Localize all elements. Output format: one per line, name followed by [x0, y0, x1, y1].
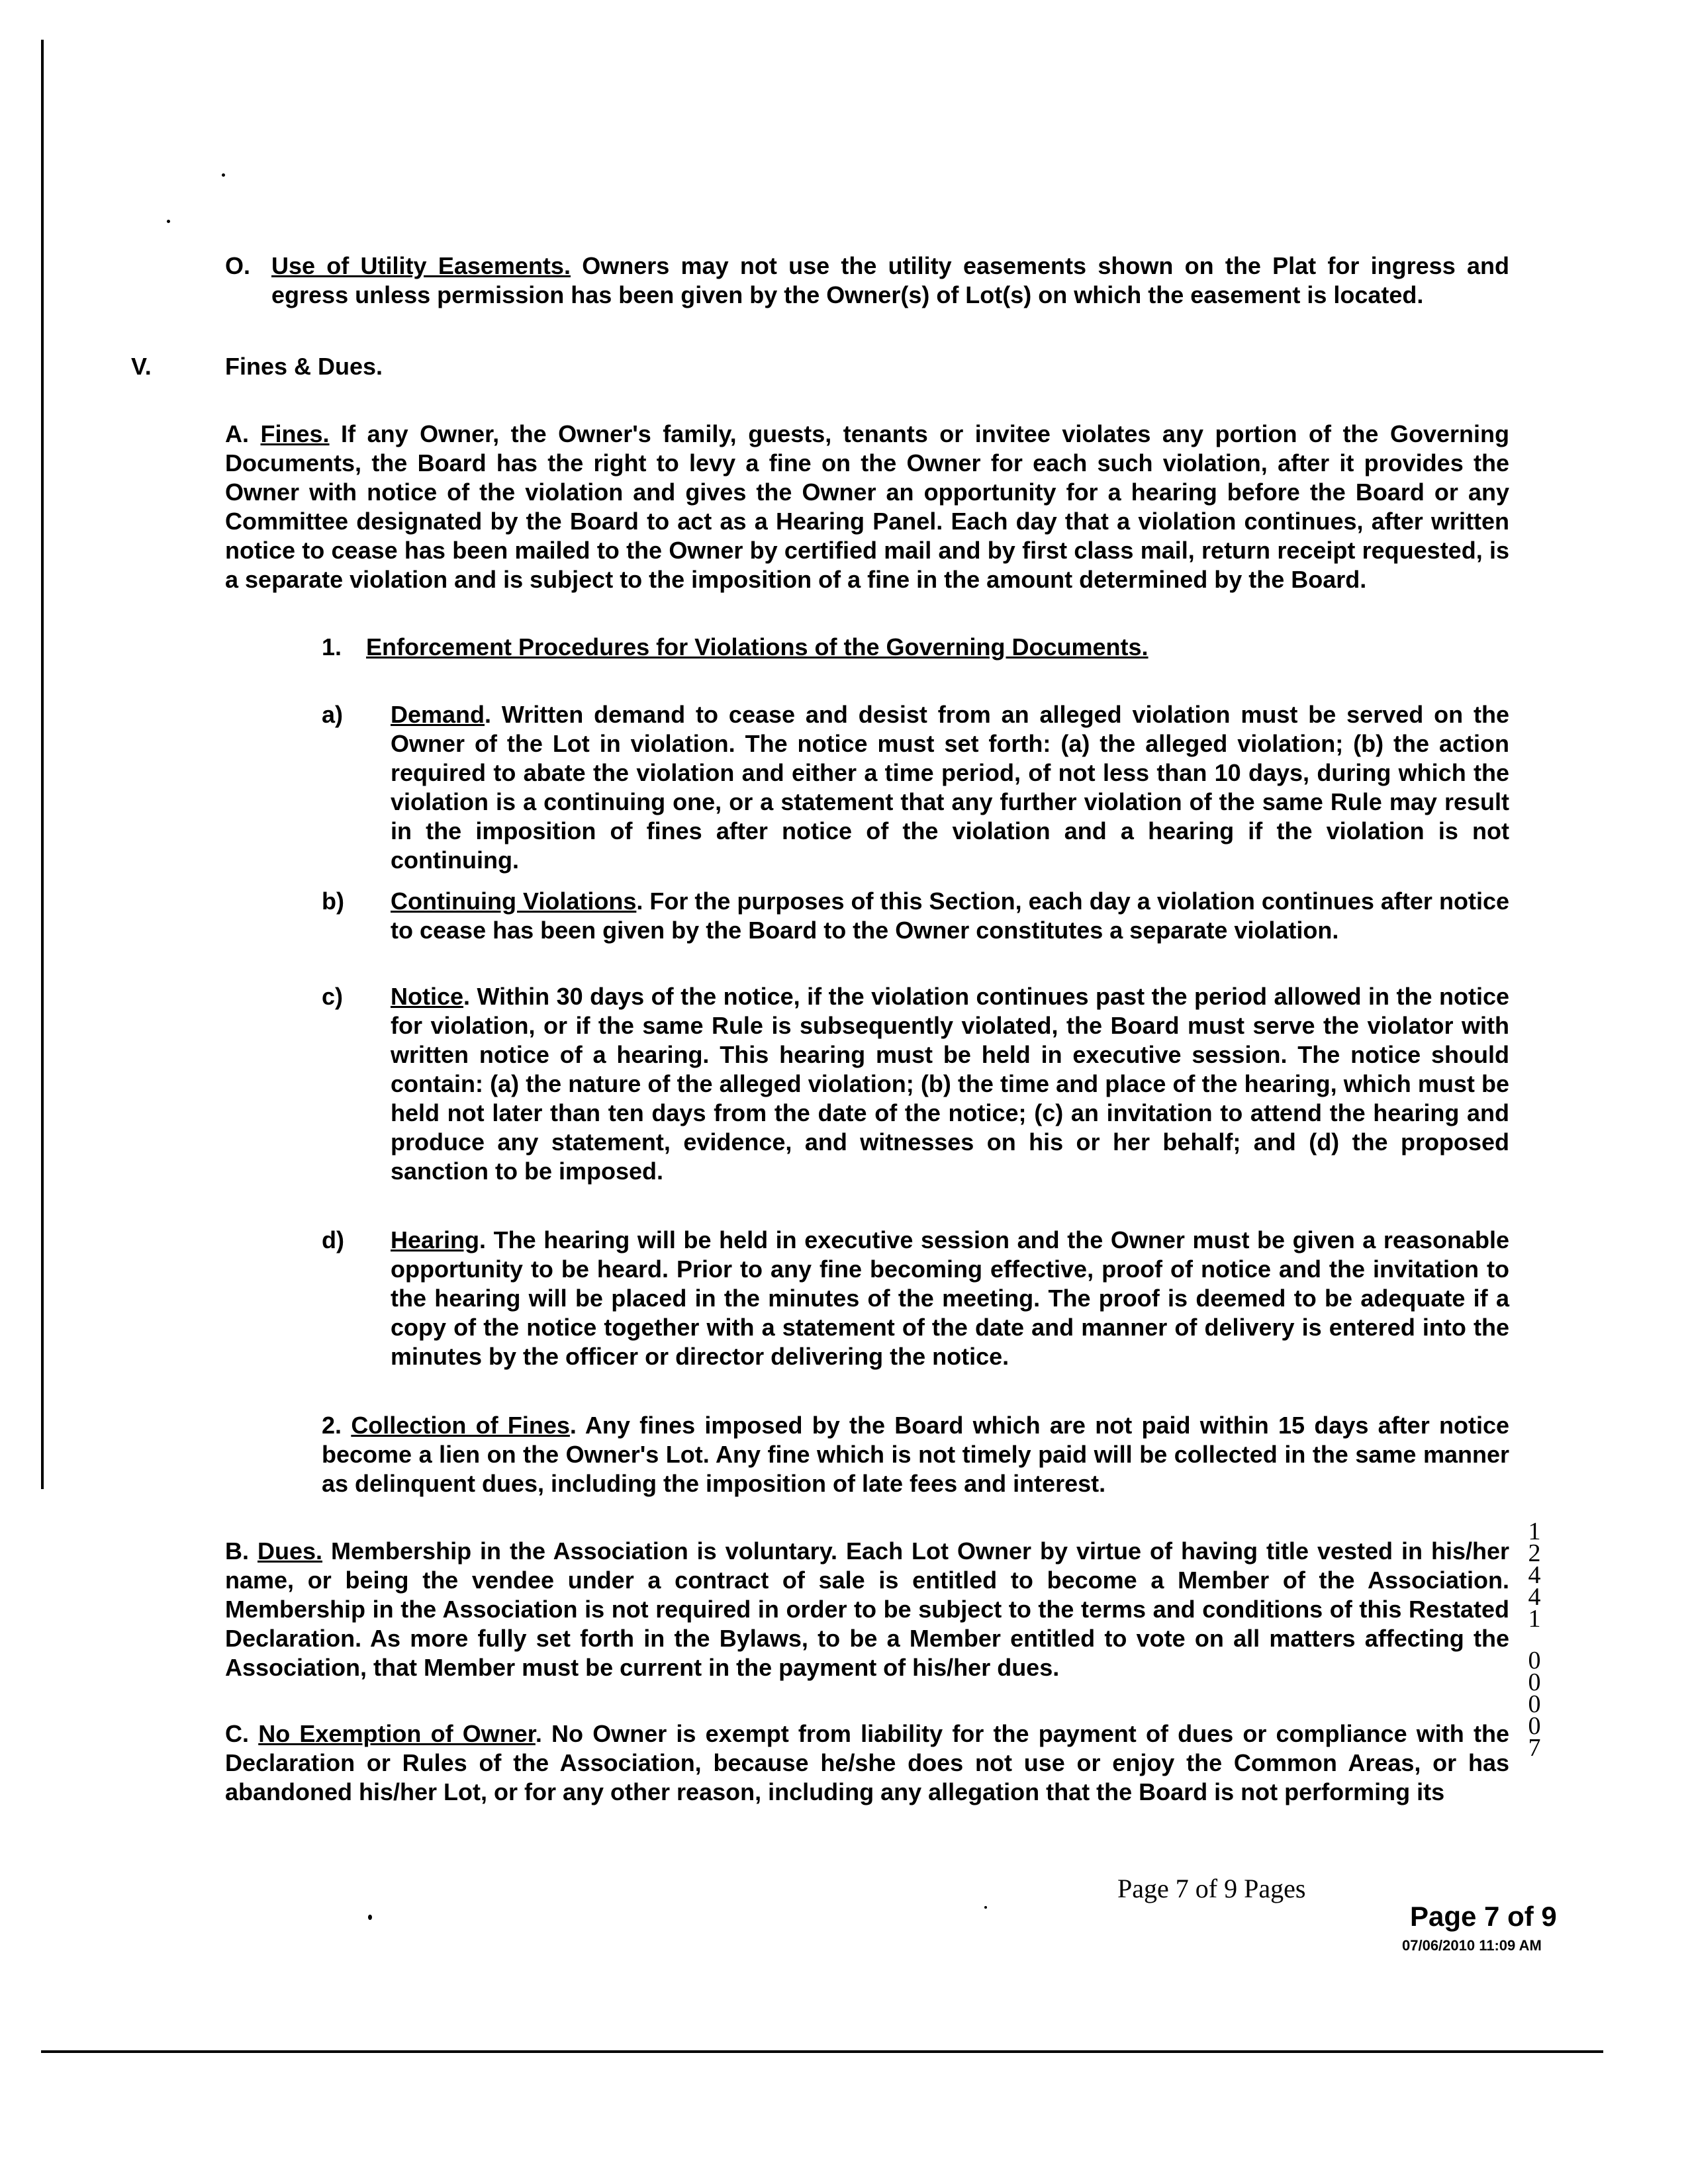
item-b-title: Continuing Violations [391, 887, 637, 915]
page-number-right: Page 7 of 9 [1410, 1901, 1557, 1932]
recording-digit: 7 [1528, 1734, 1541, 1762]
item-c-text: . Within 30 days of the notice, if the violation continues past the period allowed in the notice for violation, or if the same Rule is subsequently violated, the Board must serve the violator with written notice of a hearing. This hearing must be held in executive session. The notice should contain: (a) the nature of the alleged violation; (b) the time and place of the hearing, which must be held not later than ten days from the date of the notice; (c) an invitation to attend the hearing and produce any statement, evidence, and witnesses on his or her behalf; and (d) the proposed sanction to be imposed. [391, 983, 1509, 1185]
section-o-marker: O. [225, 252, 251, 279]
enforcement-title: Enforcement Procedures for Violations of the Governing Documents. [366, 633, 1149, 660]
item-a-title: Demand [391, 701, 485, 728]
item-d-title: Hearing [391, 1226, 480, 1253]
recording-digit: 0 [1528, 1668, 1541, 1696]
scan-speck [984, 1906, 987, 1909]
item-d-paragraph [391, 1226, 1509, 1371]
item-d-marker: d) [322, 1226, 344, 1253]
fines-title: Fines. [260, 420, 330, 447]
fines-marker: A. [225, 420, 249, 447]
item-a-marker: a) [322, 701, 344, 728]
scan-speck [222, 173, 225, 177]
dues-text: Membership in the Association is voluntary. Each Lot Owner by virtue of having title vested in his/her name, or being the vendee under a contract of sale is entitled to become a Member of the Association. Membership in the Association is not required in order to be subject to the terms and conditions of this Restated Declaration. As more fully set forth in the Bylaws, to be a Member entitled to vote on all matters affecting the Association, that Member must be current in the payment of his/her dues. [225, 1537, 1509, 1681]
item-d-text: . The hearing will be held in executive session and the Owner must be given a reasonable opportunity to be heard. Prior to any fine becoming effective, proof of notice and the invitation to the hearing will be placed in the minutes of the meeting. The proof is deemed to be adequate if a copy of the notice together with a statement of the date and manner of delivery is entered into the minutes by the officer or director delivering the notice. [391, 1226, 1509, 1370]
dues-paragraph [225, 1537, 1509, 1682]
recording-digit: 1 [1528, 1518, 1541, 1545]
left-margin-rule [41, 40, 44, 1489]
bottom-rule [41, 2050, 1603, 2053]
section-v-number: V. [131, 353, 152, 380]
scan-speck [368, 1915, 372, 1920]
item-b-text: . For the purposes of this Section, each day a violation continues after notice to cease has been given by the Board to the Owner constitutes a separate violation. [391, 887, 1509, 944]
section-o-paragraph [271, 251, 1509, 310]
item-b-marker: b) [322, 887, 344, 915]
dues-title: Dues. [257, 1537, 323, 1565]
section-o-text: Owners may not use the utility easements shown on the Plat for ingress and egress unless permission has been given by the Owner(s) of Lot(s) on which the easement is located. [271, 252, 1509, 308]
print-timestamp: 07/06/2010 11:09 AM [1402, 1937, 1542, 1954]
section-o-title: Use of Utility Easements. [271, 252, 571, 279]
enforcement-number: 1. [322, 633, 342, 660]
item-c-marker: c) [322, 983, 344, 1010]
no-exemption-text: . No Owner is exempt from liability for the payment of dues or compliance with the Declaration or Rules of the Association, because he/she does not use or enjoy the Common Areas, or has abandoned his/her Lot, or for any other reason, including any allegation that the Board is not performing its [225, 1720, 1509, 1805]
fines-text: If any Owner, the Owner's family, guests, tenants or invitee violates any portion of the Governing Documents, the Board has the right to levy a fine on the Owner for each such violation, after it provides the Owner with notice of the violation and gives the Owner an opportunity for a hearing before the Board or any Committee designated by the Board to act as a Hearing Panel. Each day that a violation continues, after written notice to cease has been mailed to the Owner by certified mail and by first class mail, return receipt requested, is a separate violation and is subject to the imposition of a fine in the amount determined by the Board. [225, 420, 1509, 593]
item-a-text: . Written demand to cease and desist from an alleged violation must be served on the Owner of the Lot in violation. The notice must set forth: (a) the alleged violation; (b) the action required to abate the violation and either a time period, of not less than 10 days, during which the violation is a continuing one, or a statement that any further violation of the same Rule may result in the imposition of fines after notice of the violation and a hearing if the violation is not continuing. [391, 701, 1509, 874]
collection-title: Collection of Fines [351, 1412, 570, 1439]
recording-number [1521, 1518, 1548, 1762]
item-c-title: Notice [391, 983, 464, 1010]
no-exemption-marker: C. [225, 1720, 249, 1747]
recording-digit: 0 [1528, 1712, 1541, 1740]
recording-digit: 2 [1528, 1539, 1541, 1567]
recording-digit: 4 [1528, 1561, 1541, 1589]
recording-digit: 0 [1528, 1647, 1541, 1674]
collection-number: 2. [322, 1412, 342, 1439]
collection-paragraph [322, 1411, 1509, 1498]
recording-digit: 0 [1528, 1690, 1541, 1718]
dues-marker: B. [225, 1537, 249, 1565]
section-v-title: Fines & Dues. [225, 353, 383, 380]
item-a-paragraph [391, 700, 1509, 875]
collection-text: . Any fines imposed by the Board which are not paid within 15 days after notice become a lien on the Owner's Lot. Any fine which is not timely paid will be collected in the same manner as delinquent dues, including the imposition of late fees and interest. [322, 1412, 1509, 1497]
item-c-paragraph [391, 982, 1509, 1186]
recording-digit: 4 [1528, 1583, 1541, 1611]
no-exemption-paragraph [225, 1719, 1509, 1807]
page-number-center: Page 7 of 9 Pages [1117, 1874, 1306, 1903]
scan-speck [167, 220, 170, 223]
item-b-paragraph [391, 887, 1509, 945]
recording-digit: 1 [1528, 1605, 1541, 1633]
fines-paragraph [225, 420, 1509, 594]
no-exemption-title: No Exemption of Owner [258, 1720, 536, 1747]
